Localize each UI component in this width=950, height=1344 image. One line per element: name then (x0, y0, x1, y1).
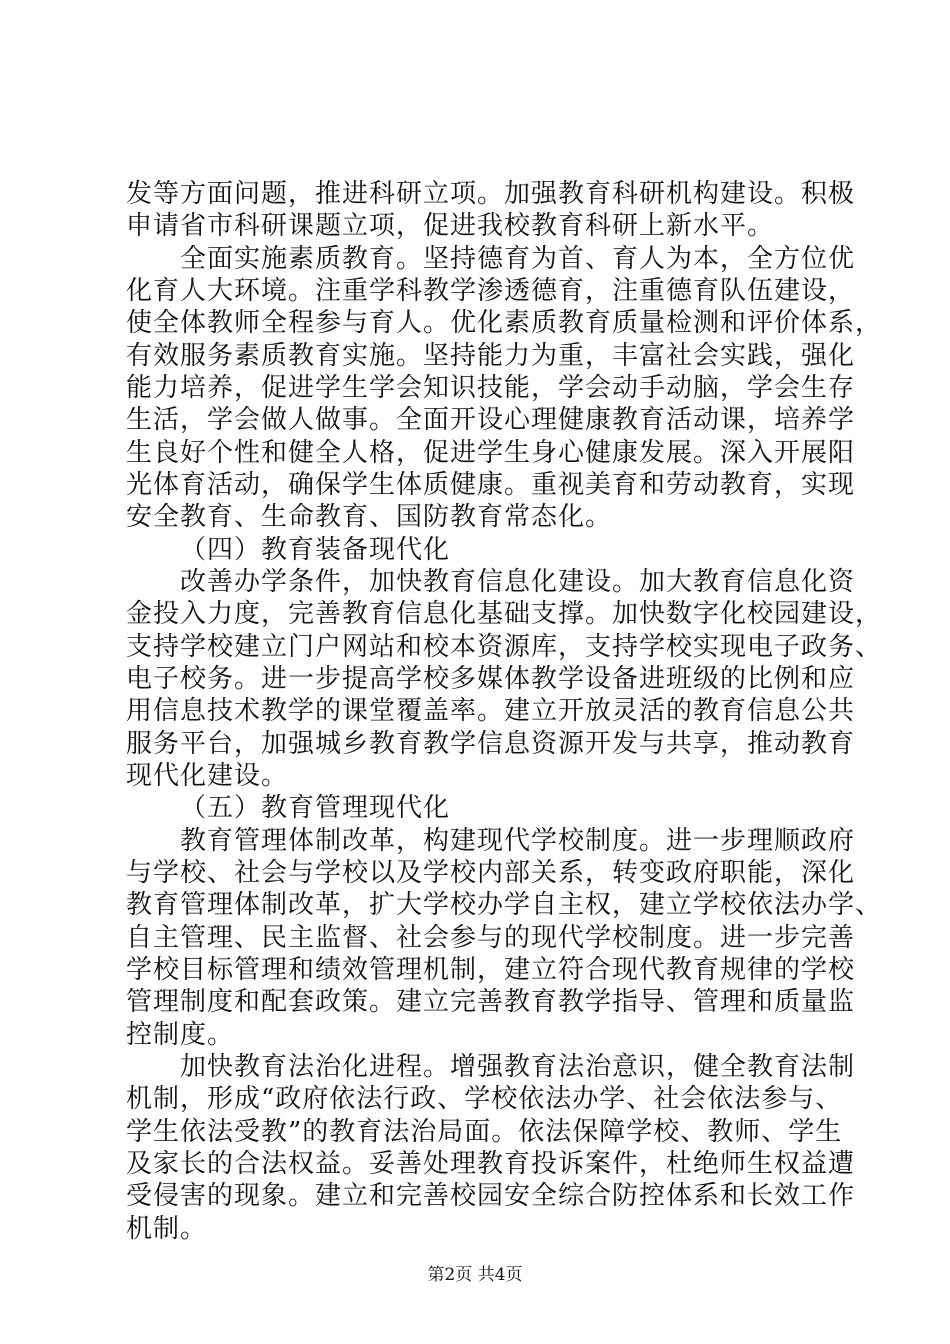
text-line: 用信息技术教学的课堂覆盖率。建立开放灵活的教育信息公共 (126, 696, 856, 726)
paragraph-first-line: 教育管理体制改革，构建现代学校制度。进一步理顺政府 (180, 826, 856, 856)
text-line: 学生依法受教”的教育法治局面。依法保障学校、教师、学生 (126, 1117, 843, 1147)
paragraph-first-line: 全面实施素质教育。坚持德育为首、育人为本，全方位优 (180, 244, 856, 274)
text-line: 及家长的合法权益。妥善处理教育投诉案件，杜绝师生权益遭 (126, 1149, 856, 1179)
text-line: 教育管理体制改革，扩大学校办学自主权，建立学校依法办学、 (126, 890, 883, 920)
text-line: 能力培养，促进学生学会知识技能，学会动手动脑，学会生存 (126, 373, 856, 403)
text-line: 发等方面问题，推进科研立项。加强教育科研机构建设。积极 (126, 179, 856, 209)
paragraph-first-line: 加快教育法治化进程。增强教育法治意识，健全教育法制 (180, 1052, 856, 1082)
text-line: 管理制度和配套政策。建立完善教育教学指导、管理和质量监 (126, 987, 856, 1017)
text-line: 光体育活动，确保学生体质健康。重视美育和劳动教育，实现 (126, 470, 856, 500)
text-line: 控制度。 (126, 1020, 235, 1050)
paragraph-first-line: 改善办学条件，加快教育信息化建设。加大教育信息化资 (180, 567, 856, 597)
text-line: 机制。 (126, 1214, 208, 1244)
text-line: 电子校务。进一步提高学校多媒体教学设备进班级的比例和应 (126, 664, 856, 694)
text-line: 与学校、社会与学校以及学校内部关系，转变政府职能，深化 (126, 858, 856, 888)
section-heading: （五）教育管理现代化 (180, 793, 451, 823)
text-line: 申请省市科研课题立项，促进我校教育科研上新水平。 (126, 211, 775, 241)
text-line: 学校目标管理和绩效管理机制，建立符合现代教育规律的学校 (126, 955, 856, 985)
text-line: 化育人大环境。注重学科教学渗透德育，注重德育队伍建设， (126, 276, 856, 306)
text-line: 现代化建设。 (126, 761, 289, 791)
text-line: 自主管理、民主监督、社会参与的现代学校制度。进一步完善 (126, 923, 856, 953)
section-heading: （四）教育装备现代化 (180, 535, 451, 565)
page-number-footer: 第2页 共4页 (427, 1265, 523, 1285)
text-line: 安全教育、生命教育、国防教育常态化。 (126, 502, 613, 532)
text-line: 金投入力度，完善教育信息化基础支撑。加快数字化校园建设， (126, 599, 883, 629)
text-line: 生良好个性和健全人格，促进学生身心健康发展。深入开展阳 (126, 438, 856, 468)
text-line: 支持学校建立门户网站和校本资源库，支持学校实现电子政务、 (126, 632, 883, 662)
text-line: 机制，形成“政府依法行政、学校依法办学、社会依法参与、 (126, 1084, 843, 1114)
text-line: 服务平台，加强城乡教育教学信息资源开发与共享，推动教育 (126, 729, 856, 759)
text-line: 受侵害的现象。建立和完善校园安全综合防控体系和长效工作 (126, 1181, 856, 1211)
text-line: 有效服务素质教育实施。坚持能力为重，丰富社会实践，强化 (126, 341, 856, 371)
text-line: 生活，学会做人做事。全面开设心理健康教育活动课，培养学 (126, 405, 856, 435)
text-line: 使全体教师全程参与育人。优化素质教育质量检测和评价体系， (126, 308, 883, 338)
